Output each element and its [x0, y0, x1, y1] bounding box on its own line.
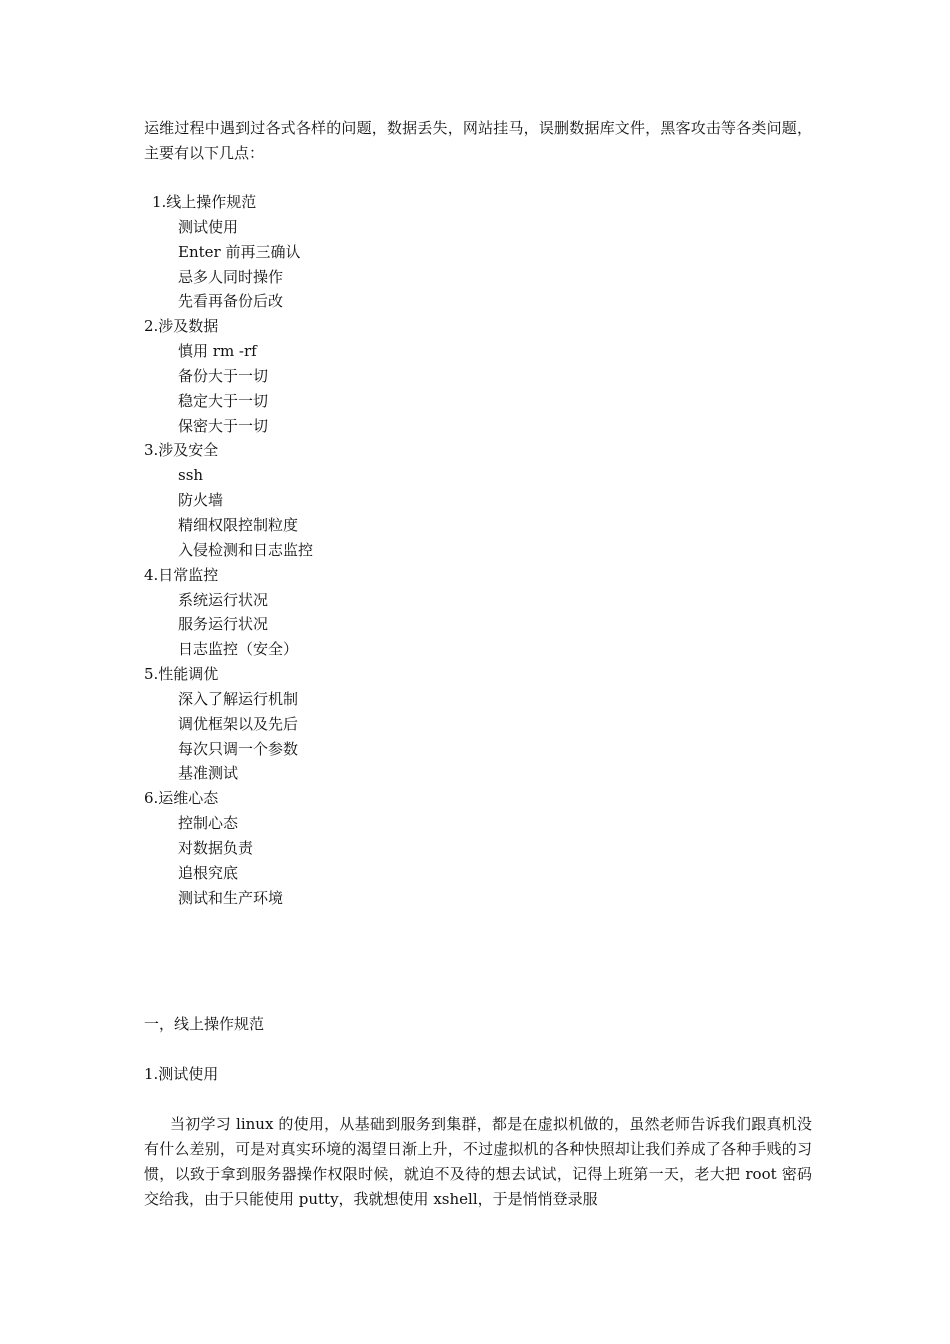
- outline-item: 保密大于一切: [178, 416, 269, 435]
- outline-item: 备份大于一切: [178, 366, 269, 385]
- outline-section-title: 6.运维心态: [144, 789, 219, 808]
- outline-section: [144, 662, 744, 786]
- outline-section-title: 5.性能调优: [144, 665, 219, 684]
- outline-item: 先看再备份后改: [178, 292, 284, 311]
- outline-item: 防火墙: [178, 491, 224, 510]
- outline-item: 精细权限控制粒度: [178, 515, 299, 534]
- outline-item: 控制心态: [178, 814, 239, 833]
- outline-item: 追根究底: [178, 863, 239, 882]
- outline-sub-list: [144, 339, 744, 438]
- outline-item: 系统运行状况: [178, 590, 269, 609]
- body-paragraph: 当初学习 linux 的使用，从基础到服务到集群，都是在虚拟机做的，虽然老师告诉我们跟真机没有什么差别，可是对真实环境的渴望日渐上升，不过虚拟机的各种快照却让我们养成了各种手贱的习惯，以致于拿到服务器操作权限时候，就迫不及待的想去试试，记得上班第一天，老大把 root 密码交给我，由于只能使用 putty，我就想使用 xshell，于是悄悄登录服: [144, 1115, 812, 1208]
- section-heading: 一，线上操作规范: [144, 1015, 265, 1033]
- outline-section-title: 4.日常监控: [144, 565, 219, 584]
- outline-item: 调优框架以及先后: [178, 714, 299, 733]
- outline-item: Enter 前再三确认: [178, 242, 301, 261]
- subsection-heading: 1.测试使用: [144, 1065, 219, 1083]
- outline-item: 慎用 rm -rf: [178, 342, 257, 361]
- outline-sub-list: [144, 687, 744, 786]
- intro-paragraph: 运维过程中遇到过各式各样的问题，数据丢失，网站挂马，误删数据库文件，黑客攻击等各类问题，主要有以下几点：: [144, 119, 812, 162]
- outline-item: 深入了解运行机制: [178, 689, 299, 708]
- outline-item: 稳定大于一切: [178, 391, 269, 410]
- outline-item: 入侵检测和日志监控: [178, 540, 314, 559]
- outline-item: 每次只调一个参数: [178, 739, 299, 758]
- outline-item: 测试和生产环境: [178, 888, 284, 907]
- outline-item: 基准测试: [178, 764, 239, 783]
- outline-section: [144, 314, 744, 438]
- outline-item: 日志监控（安全）: [178, 640, 299, 659]
- outline-section-title: 2.涉及数据: [144, 317, 219, 336]
- outline-item: 服务运行状况: [178, 615, 269, 634]
- outline-sub-list: [144, 588, 744, 663]
- outline-sub-list: [144, 811, 744, 910]
- outline-section: [144, 563, 744, 662]
- outline-sub-list: [144, 215, 744, 314]
- outline-section: [144, 438, 744, 562]
- outline-section-title: 1.线上操作规范: [152, 193, 257, 211]
- outline-section: [144, 786, 744, 910]
- outline-item: 测试使用: [178, 217, 239, 236]
- outline-item: 忌多人同时操作: [178, 267, 284, 286]
- outline-item: 对数据负责: [178, 838, 254, 857]
- outline-item: ssh: [178, 466, 204, 485]
- outline-sub-list: [144, 463, 744, 562]
- outline-section: [144, 190, 744, 314]
- outline-section-title: 3.涉及安全: [144, 441, 219, 460]
- outline-list: [144, 190, 744, 910]
